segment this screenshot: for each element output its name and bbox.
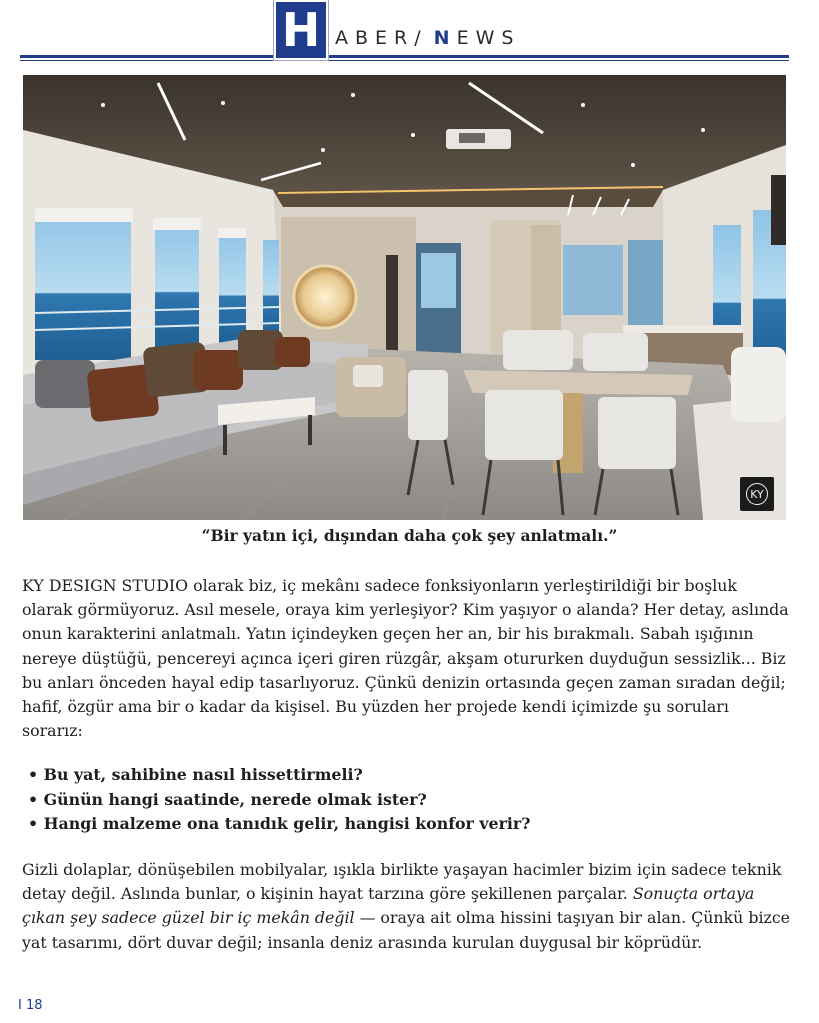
ky-watermark-text: KY <box>746 483 768 505</box>
list-item: • Bu yat, sahibine nasıl hissettirmeli? <box>28 763 790 787</box>
paragraph-2-start: Gizli dolaplar, dönüşebilen mobilyalar, ışıkla birlikte yaşayan hacimler bizim için sadece teknik detay değil. Aslında bunlar, o kişinin hayat tarzına göre şekillenen parçalar. <box>22 860 782 904</box>
article-body <box>22 574 790 955</box>
header-rule-thin <box>20 60 789 61</box>
paragraph-2-italic: Sonuçta ortaya çıkan şey sadece güzel bir iç mekân değil <box>22 884 755 928</box>
list-item: • Günün hangi saatinde, nerede olmak ister? <box>28 788 790 812</box>
masthead-header <box>0 0 819 70</box>
list-item: • Hangi malzeme ona tanıdık gelir, hangisi konfor verir? <box>28 812 790 836</box>
masthead-ews: EWS <box>456 27 521 49</box>
question-list <box>22 763 790 836</box>
masthead-n: N <box>433 27 457 49</box>
logo-h: H <box>276 2 326 58</box>
masthead-separator: / <box>414 27 428 49</box>
ky-watermark-badge <box>740 477 774 511</box>
photo-caption-quote: “Bir yatın içi, dışından daha çok şey anlatmalı.” <box>201 526 618 545</box>
masthead-haber: ABER <box>335 27 415 49</box>
masthead-title <box>335 24 520 52</box>
article-paragraph-2 <box>22 858 790 955</box>
header-rule <box>20 55 789 58</box>
page-number: I 18 <box>18 998 43 1013</box>
paragraph-2-end: — oraya ait olma hissini taşıyan bir alan. Çünkü bizce yat tasarımı, dört duvar değil; insanla deniz arasında kurulan duygusal bir köprüdür. <box>22 908 791 952</box>
article-paragraph-1: KY DESIGN STUDIO olarak biz, iç mekânı sadece fonksiyonların yerleştirildiği bir boşluk olarak görmüyoruz. Asıl mesele, oraya kim yerleşiyor? Kim yaşıyor o alanda? Her detay, aslında onun karakterini anlatmalı. Yatın içindeyken geçen her an, bir his bırakmalı. Sabah ışığının nereye düştüğü, pencereyi açınca içeri giren rüzgâr, akşam otururken duyduğun sessizlik... Biz bu anları önceden hayal edip tasarlıyoruz. Çünkü denizin ortasında geçen zaman sıradan değil; hafif, özgür ama bir o kadar da kişisel. Bu yüzden her projede kendi içimizde şu soruları sorarız: <box>22 576 789 741</box>
yacht-interior-photo <box>23 75 786 520</box>
